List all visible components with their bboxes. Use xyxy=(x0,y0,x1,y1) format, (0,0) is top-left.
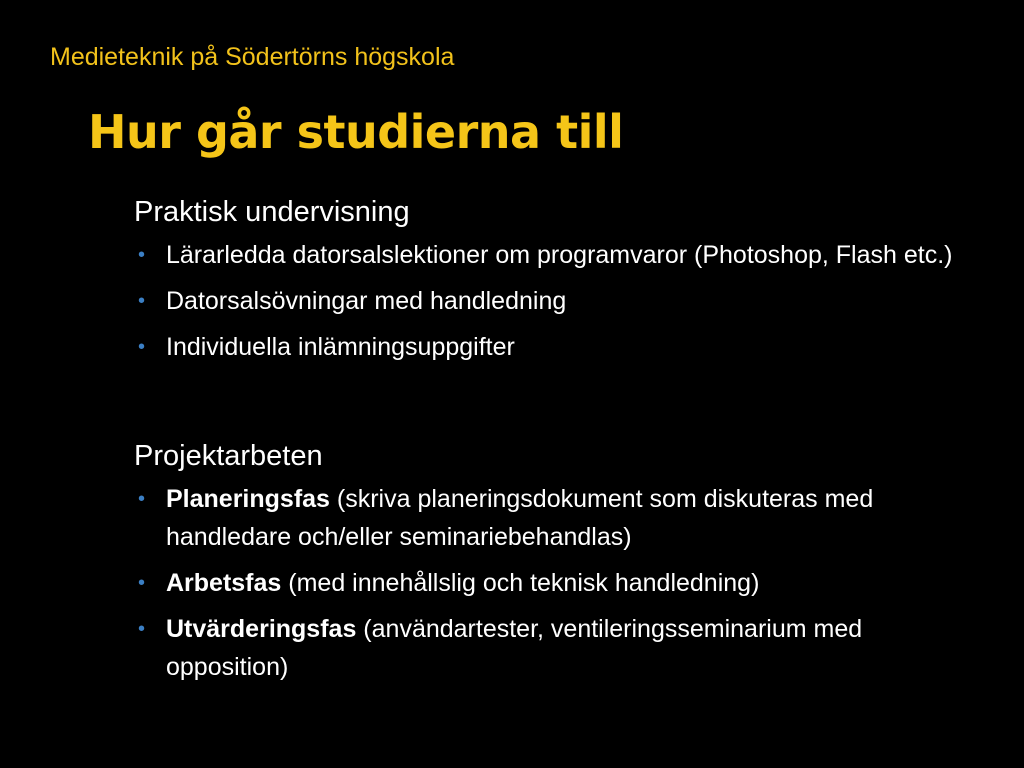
bullet-bold-term: Arbetsfas xyxy=(166,569,282,597)
slide-header: Medieteknik på Södertörns högskola xyxy=(50,43,455,71)
list-item xyxy=(134,328,954,366)
bullet-text: (skriva planeringsdokument som diskuteras med handledare och/eller seminariebehandlas) xyxy=(166,485,874,551)
section-heading: Projektarbeten xyxy=(134,440,323,472)
list-item xyxy=(134,480,954,556)
bullet-icon: • xyxy=(138,336,146,358)
bullet-text: (användartester, ventileringsseminarium med opposition) xyxy=(166,615,863,681)
section-heading: Praktisk undervisning xyxy=(134,196,410,228)
bullet-list xyxy=(134,480,954,686)
list-item xyxy=(134,282,954,320)
section-projects xyxy=(134,438,954,686)
list-item xyxy=(134,564,954,602)
bullet-text: Datorsalsövningar med handledning xyxy=(166,287,567,315)
bullet-bold-term: Utvärderingsfas xyxy=(166,615,357,643)
bullet-icon: • xyxy=(138,290,146,312)
slide-title: Hur går studierna till xyxy=(88,105,624,159)
bullet-icon: • xyxy=(138,244,146,266)
list-item xyxy=(134,610,954,686)
bullet-icon: • xyxy=(138,572,146,594)
bullet-bold-term: Planeringsfas xyxy=(166,485,330,513)
bullet-text: Individuella inlämningsuppgifter xyxy=(166,333,515,361)
bullet-icon: • xyxy=(138,618,146,640)
bullet-icon: • xyxy=(138,488,146,510)
section-practical-teaching xyxy=(134,194,954,366)
bullet-text: Lärarledda datorsalslektioner om programvaror (Photoshop, Flash etc.) xyxy=(166,241,953,269)
bullet-text: (med innehållslig och teknisk handledning) xyxy=(281,569,760,597)
list-item xyxy=(134,236,954,274)
bullet-list xyxy=(134,236,954,366)
